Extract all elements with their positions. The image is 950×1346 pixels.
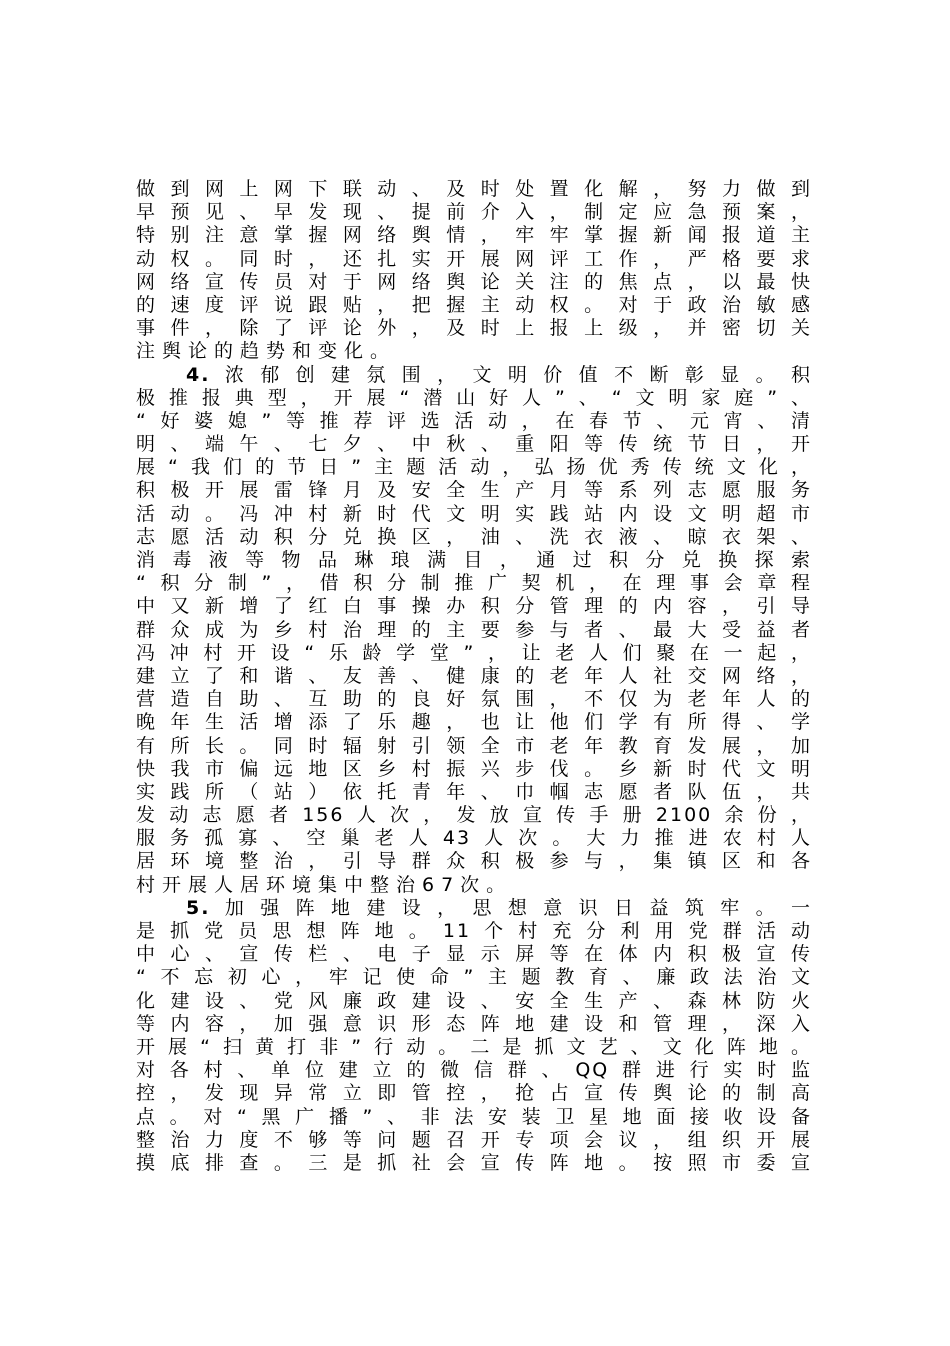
text-line: 发动志愿者156人次，发放宣传手册2100余份， xyxy=(136,804,812,827)
text-line: 对各村、单位建立的微信群、QQ群进行实时监 xyxy=(136,1059,812,1082)
text-line: 服务孤寡、空巢老人43人次。大力推进农村人 xyxy=(136,827,812,850)
text-line: 中又新增了红白事操办积分管理的内容，引导 xyxy=(136,595,812,618)
text-line: 晚年生活增添了乐趣，也让他们学有所得、学 xyxy=(136,711,812,734)
text-line: 建立了和谐、友善、健康的老年人社交网络， xyxy=(136,664,812,687)
section-4-number: 4. xyxy=(186,363,211,386)
text-line: 冯冲村开设“乐龄学堂”，让老人们聚在一起， xyxy=(136,641,812,664)
text-line: 化建设、党风廉政建设、安全生产、森林防火 xyxy=(136,989,812,1012)
document-body xyxy=(136,178,812,1175)
text-line: “不忘初心，牢记使命”主题教育、廉政法治文 xyxy=(136,966,812,989)
text-line: 做到网上网下联动、及时处置化解，努力做到 xyxy=(136,178,812,200)
text-line: 控，发现异常立即管控，抢占宣传舆论的制高 xyxy=(136,1082,812,1105)
text-line: 营造自助、互助的良好氛围，不仅为老年人的 xyxy=(136,688,812,711)
section-5-first-line: 加强阵地建设，思想意识日益筑牢。一 xyxy=(210,896,812,919)
text-line: 的速度评说跟贴，把握主动权。对于政治敏感 xyxy=(136,293,812,316)
text-line: 群众成为乡村治理的主要参与者、最大受益者 xyxy=(136,618,812,641)
text-line: 摸底排查。三是抓社会宣传阵地。按照市委宣 xyxy=(136,1151,812,1174)
text-line: 志愿活动积分兑换区，油、洗衣液、晾衣架、 xyxy=(136,525,812,548)
text-line: 整治力度不够等问题召开专项会议，组织开展 xyxy=(136,1128,812,1151)
text-line: “好婆媳”等推荐评选活动，在春节、元宵、清 xyxy=(136,409,812,432)
text-line: 有所长。同时辐射引领全市老年教育发展，加 xyxy=(136,734,812,757)
text-line: 活动。冯冲村新时代文明实践站内设文明超市 xyxy=(136,502,812,525)
text-line: 消毒液等物品琳琅满目，通过积分兑换探索 xyxy=(136,549,812,571)
text-line: 展“我们的节日”主题活动，弘扬优秀传统文化， xyxy=(136,456,812,479)
text-line: 开展“扫黄打非”行动。二是抓文艺、文化阵地。 xyxy=(136,1035,812,1058)
text-line: 居环境整治，引导群众积极参与，集镇区和各 xyxy=(136,850,812,873)
text-line: 网络宣传员对于网络舆论关注的焦点，以最快 xyxy=(136,270,812,293)
text-line: 事件，除了评论外，及时上报上级，并密切关 xyxy=(136,317,812,340)
text-line: 等内容，加强意识形态阵地建设和管理，深入 xyxy=(136,1012,812,1035)
text-line: 积极开展雷锋月及安全生产月等系列志愿服务 xyxy=(136,479,812,502)
section-5-number: 5. xyxy=(186,896,211,919)
text-line: 明、端午、七夕、中秋、重阳等传统节日，开 xyxy=(136,433,812,456)
text-line: 实践所（站）依托青年、巾帼志愿者队伍，共 xyxy=(136,780,812,803)
text-line: 中心、宣传栏、电子显示屏等在体内积极宣传 xyxy=(136,943,812,966)
text-line: 极推报典型，开展“潜山好人”、“文明家庭”、 xyxy=(136,386,812,409)
text-line: “积分制”，借积分制推广契机，在理事会章程 xyxy=(136,572,812,595)
section-4-first-line: 浓郁创建氛围，文明价值不断彰显。积 xyxy=(210,363,812,386)
text-line: 快我市偏远地区乡村振兴步伐。乡新时代文明 xyxy=(136,757,812,780)
text-line: 村开展人居环境集中整治67次。 xyxy=(136,873,513,896)
text-line: 动权。同时，还扎实开展网评工作，严格要求 xyxy=(136,247,812,270)
text-line: 点。对“黑广播”、非法安装卫星地面接收设备 xyxy=(136,1105,812,1128)
text-line: 注舆论的趋势和变化。 xyxy=(136,340,397,363)
text-line: 是抓党员思想阵地。11个村充分利用党群活动 xyxy=(136,920,812,942)
section-4-heading-line xyxy=(136,364,812,387)
text-line: 早预见、早发现、提前介入，制定应急预案， xyxy=(136,201,812,224)
section-5-heading-line xyxy=(136,897,812,920)
text-line: 特别注意掌握网络舆情，牢牢掌握新闻报道主 xyxy=(136,224,812,247)
